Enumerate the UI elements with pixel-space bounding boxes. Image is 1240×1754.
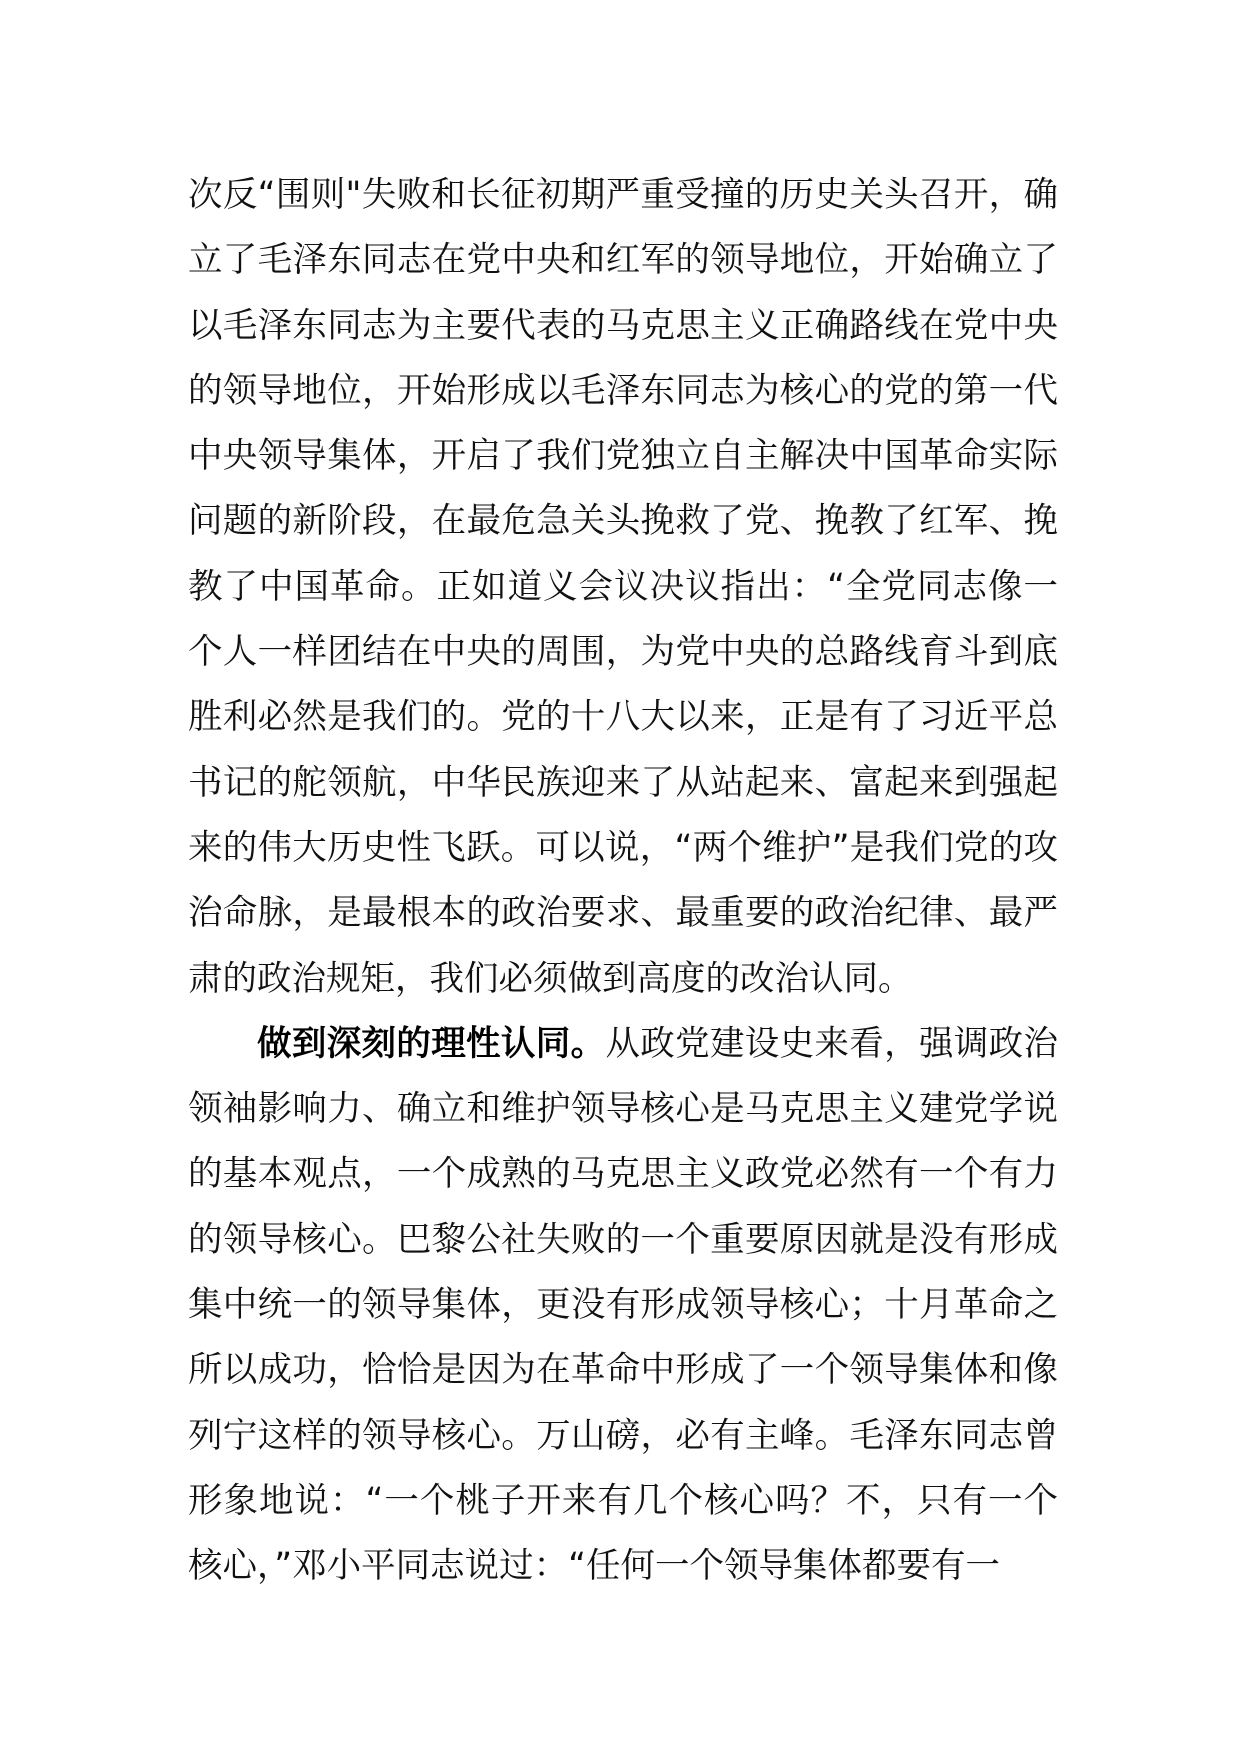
paragraph-text: 从政党建设史来看，强调政治领袖影响力、确立和维护领导核心是马克思主义建党学说的基本观点，一个成熟的马克思主义政党必然有一个有力的领导核心。巴黎公社失败的一个重要原因就是没有形成集中统一的领导集体，更没有形成领导核心；十月革命之所以成功，恰恰是因为在革命中形成了一个领导集体和像列宁这样的领导核心。万山磅，必有主峰。毛泽东同志曾形象地说：“一个桃子开来有几个核心吗？不，只有一个核心，”邓小平同志说过：“任何一个领导集体都要有一 [188, 1023, 1059, 1587]
paragraph-rational-identity [188, 1012, 1058, 1600]
document-body [188, 163, 1058, 1600]
paragraph-continued [188, 163, 1058, 1012]
paragraph-lead-heading: 做到深刻的理性认同。 [257, 1023, 606, 1064]
paragraph-text: 次反“围则"失败和长征初期严重受撞的历史关头召开，确立了毛泽东同志在党中央和红军的领导地位，开始确立了以毛泽东同志为主要代表的马克思主义正确路线在党中央的领导地位，开始形成以毛泽东同志为核心的党的第一代中央领导集体，开启了我们党独立自主解决中国革命实际问题的新阶段，在最危急关头挽救了党、挽教了红军、挽教了中国革命。正如道义会议决议指出：“全党同志像一个人一样团结在中央的周围，为党中央的总路线育斗到底胜利必然是我们的。党的十八大以来，正是有了习近平总书记的舵领航，中华民族迎来了从站起来、富起来到强起来的伟大历史性飞跃。可以说，“两个维护”是我们党的攻治命脉，是最根本的政治要求、最重要的政治纪律、最严肃的政治规矩，我们必须做到高度的改治认同。 [188, 175, 1058, 999]
